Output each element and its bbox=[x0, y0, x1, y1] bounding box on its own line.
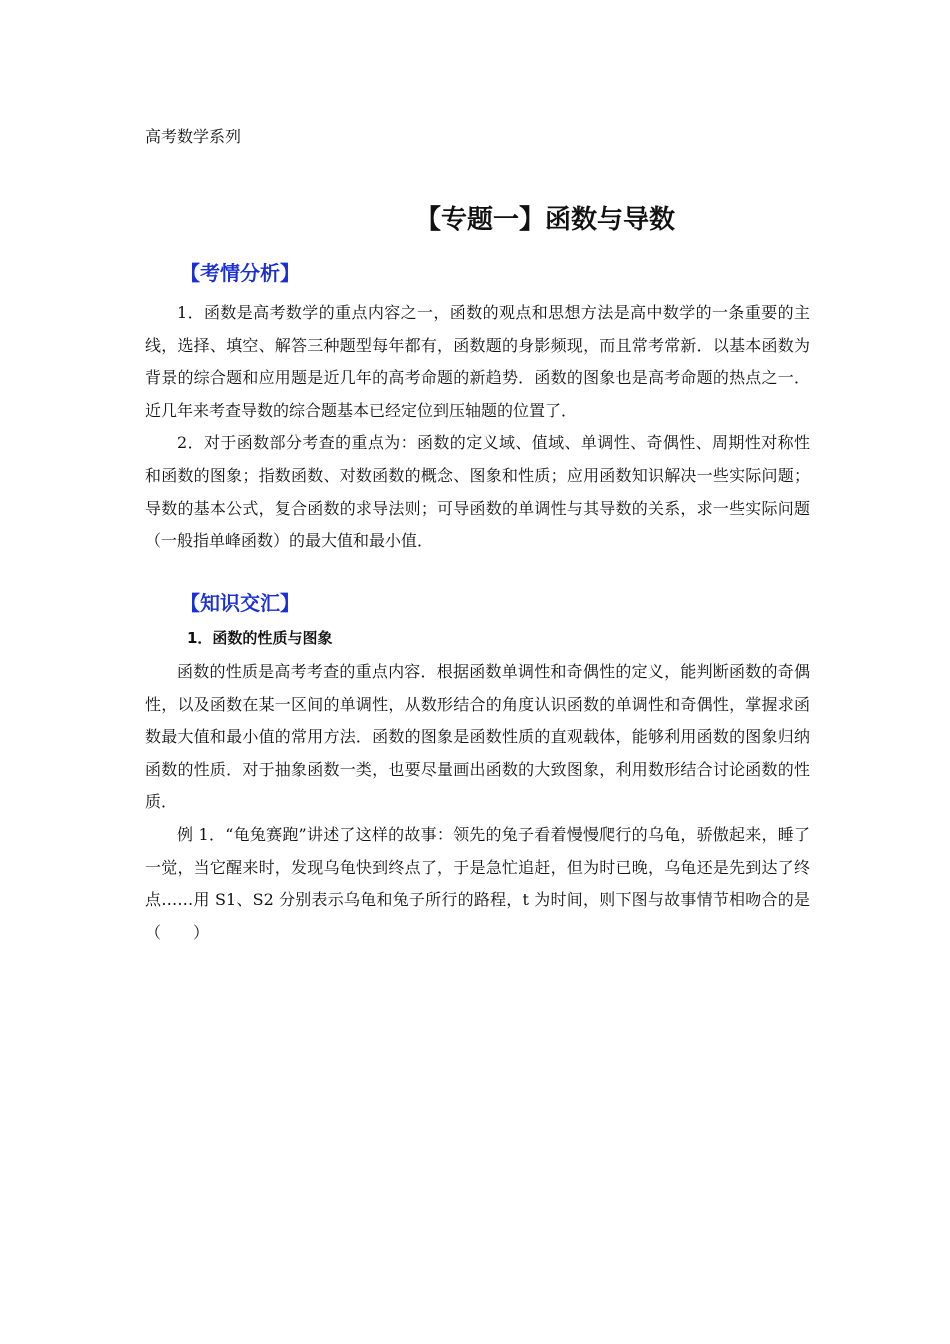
paragraph: 1．函数是高考数学的重点内容之一，函数的观点和思想方法是高中数学的一条重要的主线，选择、填空、解答三种题型每年都有，函数题的身影频现，而且常考常新．以基本函数为背景的综合题和应用题是近几年的高考命题的新趋势．函数的图象也是高考命题的热点之一．近几年来考查导数的综合题基本已经定位到压轴题的位置了． bbox=[145, 303, 810, 420]
document-title: 【专题一】函数与导数 bbox=[414, 205, 675, 235]
subheading-function-properties: 1．函数的性质与图象 bbox=[187, 629, 333, 647]
example-question: 例 1．“龟兔赛跑”讲述了这样的故事：领先的兔子看着慢慢爬行的乌龟，骄傲起来，睡了一觉，当它醒来时，发现乌龟快到终点了，于是急忙追赶，但为时已晚，乌龟还是先到达了终点……用 S1、S2 分别表示乌龟和兔子所行的路程，t 为时间，则下图与故事情节相吻合的是（ ） bbox=[145, 824, 810, 942]
series-label: 高考数学系列 bbox=[145, 127, 242, 146]
paragraph: 函数的性质是高考考查的重点内容．根据函数单调性和奇偶性的定义，能判断函数的奇偶性，以及函数在某一区间的单调性，从数形结合的角度认识函数的单调性和奇偶性，掌握求函数最大值和最小值的常用方法．函数的图象是函数性质的直观载体，能够利用函数的图象归纳函数的性质．对于抽象函数一类，也要尽量画出函数的大致图象，利用数形结合讨论函数的性质． bbox=[145, 662, 810, 812]
knowledge-body bbox=[145, 656, 810, 949]
exam-analysis-body bbox=[145, 297, 810, 558]
paragraph: 2．对于函数部分考查的重点为：函数的定义域、值域、单调性、奇偶性、周期性对称性和函数的图象；指数函数、对数函数的概念、图象和性质；应用函数知识解决一些实际问题；导数的基本公式，复合函数的求导法则；可导函数的单调性与其导数的关系，求一些实际问题（一般指单峰函数）的最大值和最小值． bbox=[145, 433, 810, 551]
section-heading-knowledge: 【知识交汇】 bbox=[180, 591, 300, 615]
section-heading-exam-analysis: 【考情分析】 bbox=[180, 261, 300, 285]
